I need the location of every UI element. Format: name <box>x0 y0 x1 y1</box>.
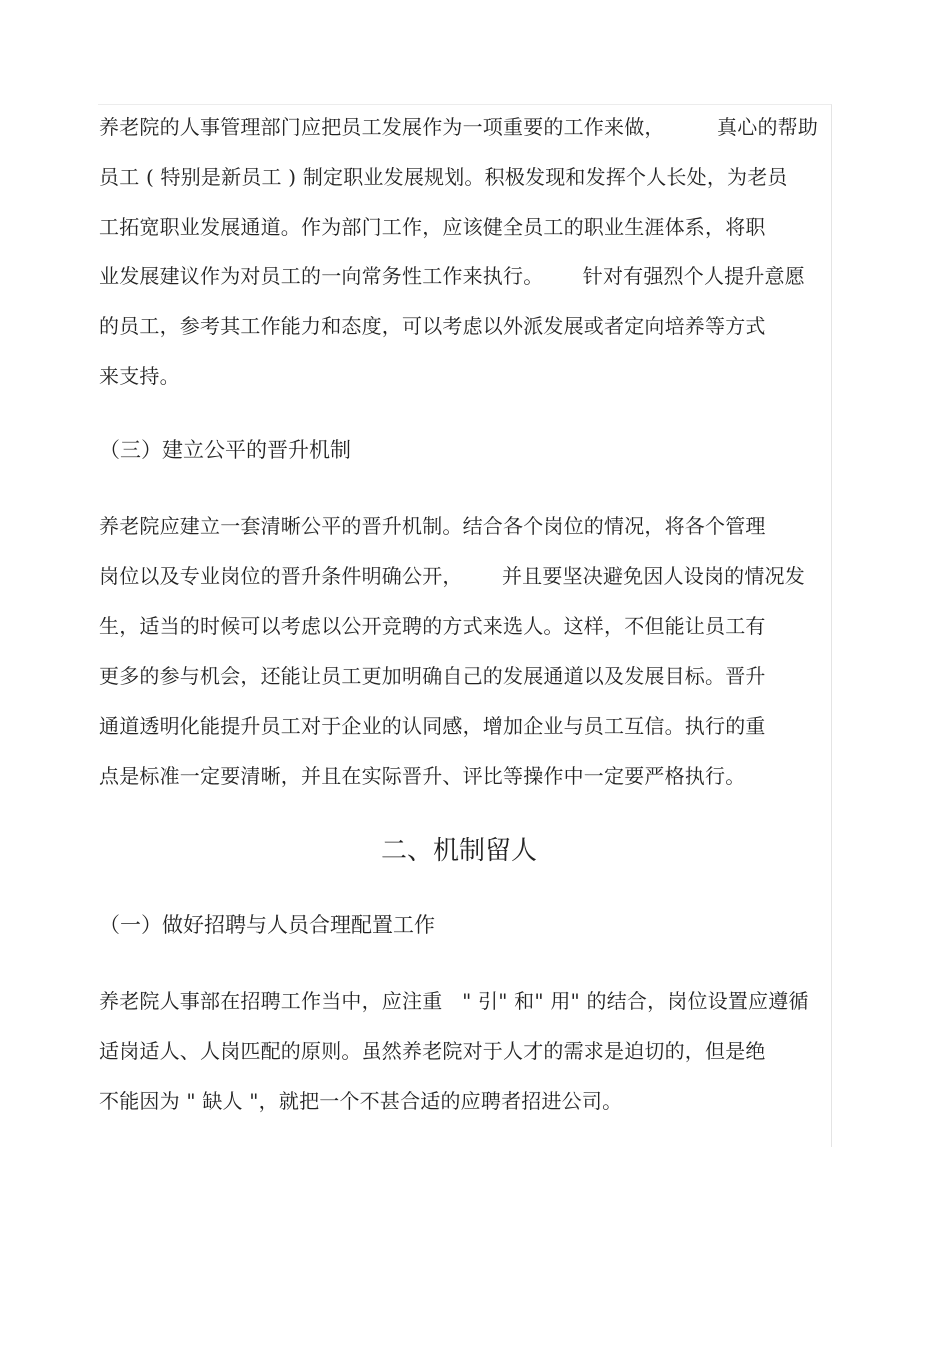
subheading-recruitment: （一）做好招聘与人员合理配置工作 <box>99 913 435 937</box>
paragraph-line: 岗位以及专业岗位的晋升条件明确公开， 并且要坚决避免因人设岗的情况发 <box>99 564 805 588</box>
paragraph-line: 养老院的人事管理部门应把员工发展作为一项重要的工作来做， 真心的帮助 <box>99 115 819 139</box>
paragraph-line: 员工 ( 特别是新员工 ) 制定职业发展规划。积极发现和发挥个人长处，为老员 <box>99 165 788 189</box>
paragraph-line: 更多的参与机会，还能让员工更加明确自己的发展通道以及发展目标。晋升 <box>99 664 766 688</box>
paragraph-line: 不能因为 " 缺人 "，就把一个不甚合适的应聘者招进公司。 <box>99 1089 623 1113</box>
paragraph-line: 养老院人事部在招聘工作当中，应注重 " 引" 和" 用" 的结合，岗位设置应遵循 <box>99 989 809 1013</box>
paragraph-line: 生，适当的时候可以考虑以公开竞聘的方式来选人。这样，不但能让员工有 <box>99 614 766 638</box>
subheading-promotion-mechanism: （三）建立公平的晋升机制 <box>99 438 351 462</box>
paragraph-line: 业发展建议作为对员工的一向常务性工作来执行。 针对有强烈个人提升意愿 <box>99 264 805 288</box>
paragraph-line: 点是标准一定要清晰，并且在实际晋升、评比等操作中一定要严格执行。 <box>99 764 746 788</box>
paragraph-line: 的员工，参考其工作能力和态度，可以考虑以外派发展或者定向培养等方式 <box>99 314 766 338</box>
section-title: 二、机制留人 <box>380 836 537 866</box>
paragraph-line: 来支持。 <box>99 364 180 388</box>
paragraph-line: 适岗适人、人岗匹配的原则。虽然养老院对于人才的需求是迫切的，但是绝 <box>99 1039 766 1063</box>
paragraph-line: 通道透明化能提升员工对于企业的认同感，增加企业与员工互信。执行的重 <box>99 714 766 738</box>
paragraph-line: 养老院应建立一套清晰公平的晋升机制。结合各个岗位的情况，将各个管理 <box>99 514 766 538</box>
paragraph-line: 工拓宽职业发展通道。作为部门工作，应该健全员工的职业生涯体系，将职 <box>99 215 766 239</box>
